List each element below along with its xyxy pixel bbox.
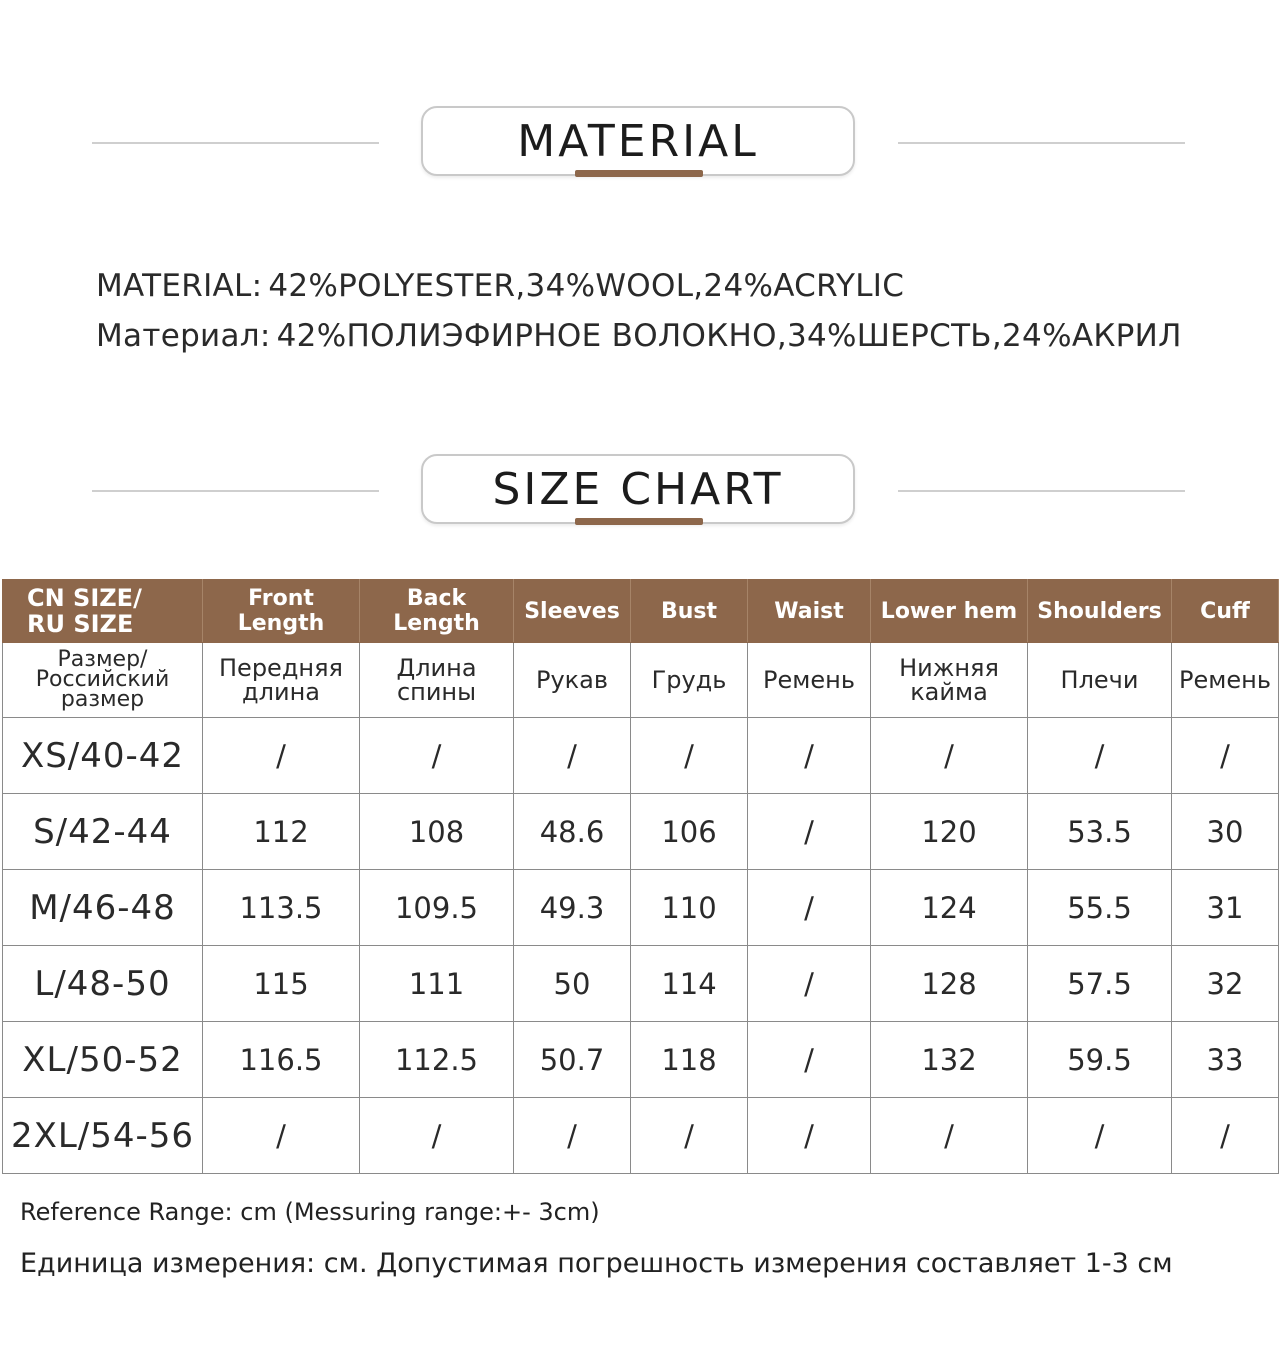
measurement-cell: / <box>748 1022 871 1098</box>
table-row <box>3 946 1279 1022</box>
measurement-cell: 128 <box>871 946 1028 1022</box>
size-label-cell: XS/40-42 <box>3 718 203 794</box>
measurement-cell: 116.5 <box>203 1022 360 1098</box>
size-label-cell: M/46-48 <box>3 870 203 946</box>
column-header-en: Cuff <box>1172 580 1279 643</box>
measurement-cell: / <box>748 1098 871 1174</box>
column-header-en: Waist <box>748 580 871 643</box>
divider-line <box>92 490 379 492</box>
column-header-en: Back Length <box>360 580 514 643</box>
measurement-cell: / <box>748 718 871 794</box>
size-label-cell: XL/50-52 <box>3 1022 203 1098</box>
size-label-cell: S/42-44 <box>3 794 203 870</box>
column-header-en: Shoulders <box>1028 580 1172 643</box>
column-header-ru: Грудь <box>631 643 748 718</box>
measurement-cell: 53.5 <box>1028 794 1172 870</box>
measurement-cell: 57.5 <box>1028 946 1172 1022</box>
measurement-cell: 59.5 <box>1028 1022 1172 1098</box>
material-title: MATERIAL <box>421 106 855 176</box>
measurement-cell: 112.5 <box>360 1022 514 1098</box>
reference-range-en: Reference Range: cm (Messuring range:+- 3cm) <box>20 1198 600 1226</box>
measurement-cell: / <box>1172 1098 1279 1174</box>
measurement-cell: 49.3 <box>514 870 631 946</box>
size-chart-title: SIZE CHART <box>421 454 855 524</box>
measurement-cell: / <box>631 1098 748 1174</box>
measurement-cell: 112 <box>203 794 360 870</box>
measurement-cell: 32 <box>1172 946 1279 1022</box>
material-line-en <box>96 268 904 304</box>
measurement-cell: 55.5 <box>1028 870 1172 946</box>
title-accent-bar <box>575 170 703 177</box>
column-header-ru: Плечи <box>1028 643 1172 718</box>
title-accent-bar <box>575 518 703 525</box>
measurement-cell: 114 <box>631 946 748 1022</box>
measurement-cell: 132 <box>871 1022 1028 1098</box>
measurement-cell: 109.5 <box>360 870 514 946</box>
measurement-cell: 48.6 <box>514 794 631 870</box>
measurement-cell: 108 <box>360 794 514 870</box>
measurement-cell: 106 <box>631 794 748 870</box>
measurement-cell: 50 <box>514 946 631 1022</box>
column-header-ru: Размер/ Российский размер <box>3 643 203 718</box>
material-label-ru: Материал: <box>96 318 271 354</box>
divider-line <box>92 142 379 144</box>
size-chart-section-header <box>0 452 1280 532</box>
column-header-ru: Нижняя кайма <box>871 643 1028 718</box>
measurement-cell: / <box>360 718 514 794</box>
column-header-ru: Длина спины <box>360 643 514 718</box>
table-row <box>3 794 1279 870</box>
measurement-cell: / <box>203 1098 360 1174</box>
measurement-cell: 31 <box>1172 870 1279 946</box>
material-line-ru <box>96 318 1182 354</box>
measurement-cell: 110 <box>631 870 748 946</box>
table-header-en <box>3 580 1279 643</box>
column-header-en: Sleeves <box>514 580 631 643</box>
measurement-cell: 115 <box>203 946 360 1022</box>
measurement-cell: / <box>1172 718 1279 794</box>
column-header-en: Bust <box>631 580 748 643</box>
measurement-cell: 111 <box>360 946 514 1022</box>
measurement-cell: / <box>514 1098 631 1174</box>
measurement-cell: / <box>871 1098 1028 1174</box>
measurement-cell: / <box>748 946 871 1022</box>
column-header-ru: Ремень <box>1172 643 1279 718</box>
measurement-cell: / <box>748 870 871 946</box>
table-header-ru <box>3 643 1279 718</box>
size-label-cell: 2XL/54-56 <box>3 1098 203 1174</box>
divider-line <box>898 490 1185 492</box>
measurement-cell: 118 <box>631 1022 748 1098</box>
material-section-header <box>0 104 1280 184</box>
measurement-cell: 120 <box>871 794 1028 870</box>
column-header-en: Lower hem <box>871 580 1028 643</box>
column-header-ru: Ремень <box>748 643 871 718</box>
measurement-cell: / <box>1028 1098 1172 1174</box>
measurement-cell: 124 <box>871 870 1028 946</box>
size-label-cell: L/48-50 <box>3 946 203 1022</box>
table-row <box>3 1022 1279 1098</box>
column-header-en: CN SIZE/ RU SIZE <box>3 580 203 643</box>
size-chart-table <box>2 579 1279 1174</box>
measurement-cell: 113.5 <box>203 870 360 946</box>
table-row <box>3 870 1279 946</box>
divider-line <box>898 142 1185 144</box>
measurement-cell: 50.7 <box>514 1022 631 1098</box>
measurement-cell: / <box>748 794 871 870</box>
material-value-ru: 42%ПОЛИЭФИРНОЕ ВОЛОКНО,34%ШЕРСТЬ,24%АКРИЛ <box>276 318 1182 354</box>
measurement-cell: / <box>631 718 748 794</box>
measurement-cell: / <box>514 718 631 794</box>
material-label-en: MATERIAL: <box>96 268 263 304</box>
material-value-en: 42%POLYESTER,34%WOOL,24%ACRYLIC <box>268 268 905 304</box>
table-row <box>3 1098 1279 1174</box>
measurement-cell: 33 <box>1172 1022 1279 1098</box>
measurement-cell: 30 <box>1172 794 1279 870</box>
measurement-cell: / <box>360 1098 514 1174</box>
column-header-ru: Передняя длина <box>203 643 360 718</box>
reference-range-ru: Единица измерения: см. Допустимая погрешность измерения составляет 1-3 см <box>20 1248 1173 1279</box>
column-header-ru: Рукав <box>514 643 631 718</box>
measurement-cell: / <box>203 718 360 794</box>
table-row <box>3 718 1279 794</box>
measurement-cell: / <box>1028 718 1172 794</box>
measurement-cell: / <box>871 718 1028 794</box>
column-header-en: Front Length <box>203 580 360 643</box>
